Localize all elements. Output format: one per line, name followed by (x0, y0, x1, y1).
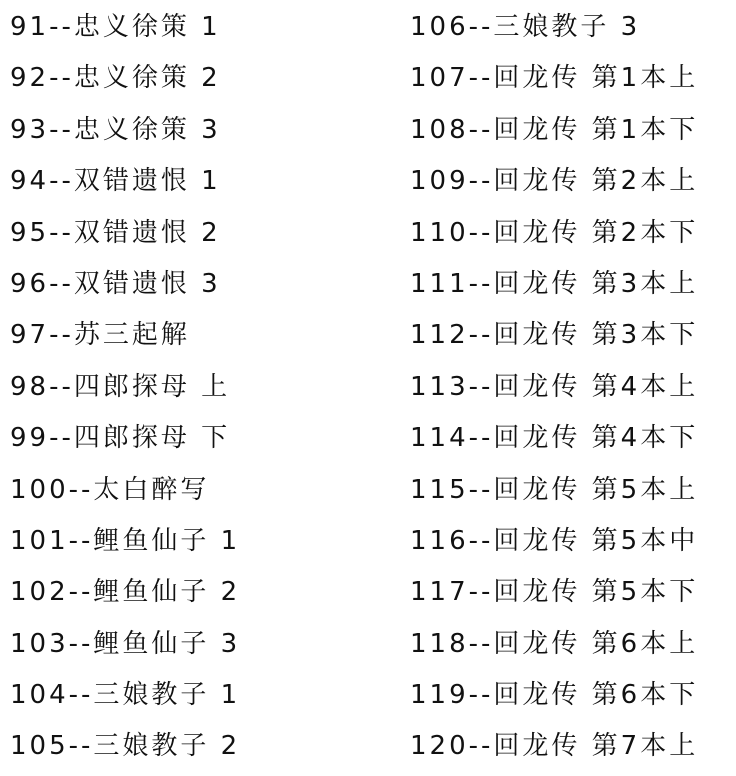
list-item: 114--回龙传 第4本下 (410, 423, 699, 454)
list-item: 107--回龙传 第1本上 (410, 63, 699, 94)
list-item: 100--太白醉写 (10, 474, 210, 505)
list-item: 95--双错遗恨 2 (10, 217, 221, 248)
list-item: 106--三娘教子 3 (410, 12, 641, 42)
list-item: 110--回龙传 第2本下 (410, 217, 699, 248)
list-item: 113--回龙传 第4本上 (410, 371, 699, 402)
right-column (410, 5, 698, 776)
list-item: 93--忠义徐策 3 (10, 114, 221, 145)
list-item: 102--鲤鱼仙子 2 (10, 577, 241, 608)
list-item: 103--鲤鱼仙子 3 (10, 628, 241, 659)
list-item: 94--双错遗恨 1 (10, 166, 221, 197)
list-item: 101--鲤鱼仙子 1 (10, 525, 241, 556)
list-item: 104--三娘教子 1 (10, 680, 241, 711)
list-item: 92--忠义徐策 2 (10, 63, 221, 94)
list-item: 112--回龙传 第3本下 (410, 320, 699, 351)
list-item: 108--回龙传 第1本下 (410, 114, 699, 145)
list-item: 116--回龙传 第5本中 (410, 525, 699, 556)
list-item: 117--回龙传 第5本下 (410, 577, 699, 608)
list-item: 98--四郎探母 上 (10, 371, 231, 402)
list-item: 119--回龙传 第6本下 (410, 680, 699, 711)
list-item: 97--苏三起解 (10, 320, 190, 351)
list-item: 91--忠义徐策 1 (10, 12, 221, 42)
list-item: 120--回龙传 第7本上 (410, 731, 699, 762)
list-item: 96--双错遗恨 3 (10, 268, 221, 299)
list-item: 115--回龙传 第5本上 (410, 474, 699, 505)
list-item: 99--四郎探母 下 (10, 423, 231, 454)
list-item: 109--回龙传 第2本上 (410, 166, 699, 197)
list-item: 111--回龙传 第3本上 (410, 268, 699, 299)
list-item: 105--三娘教子 2 (10, 731, 241, 762)
left-column (10, 5, 240, 776)
list-item: 118--回龙传 第6本上 (410, 628, 699, 659)
